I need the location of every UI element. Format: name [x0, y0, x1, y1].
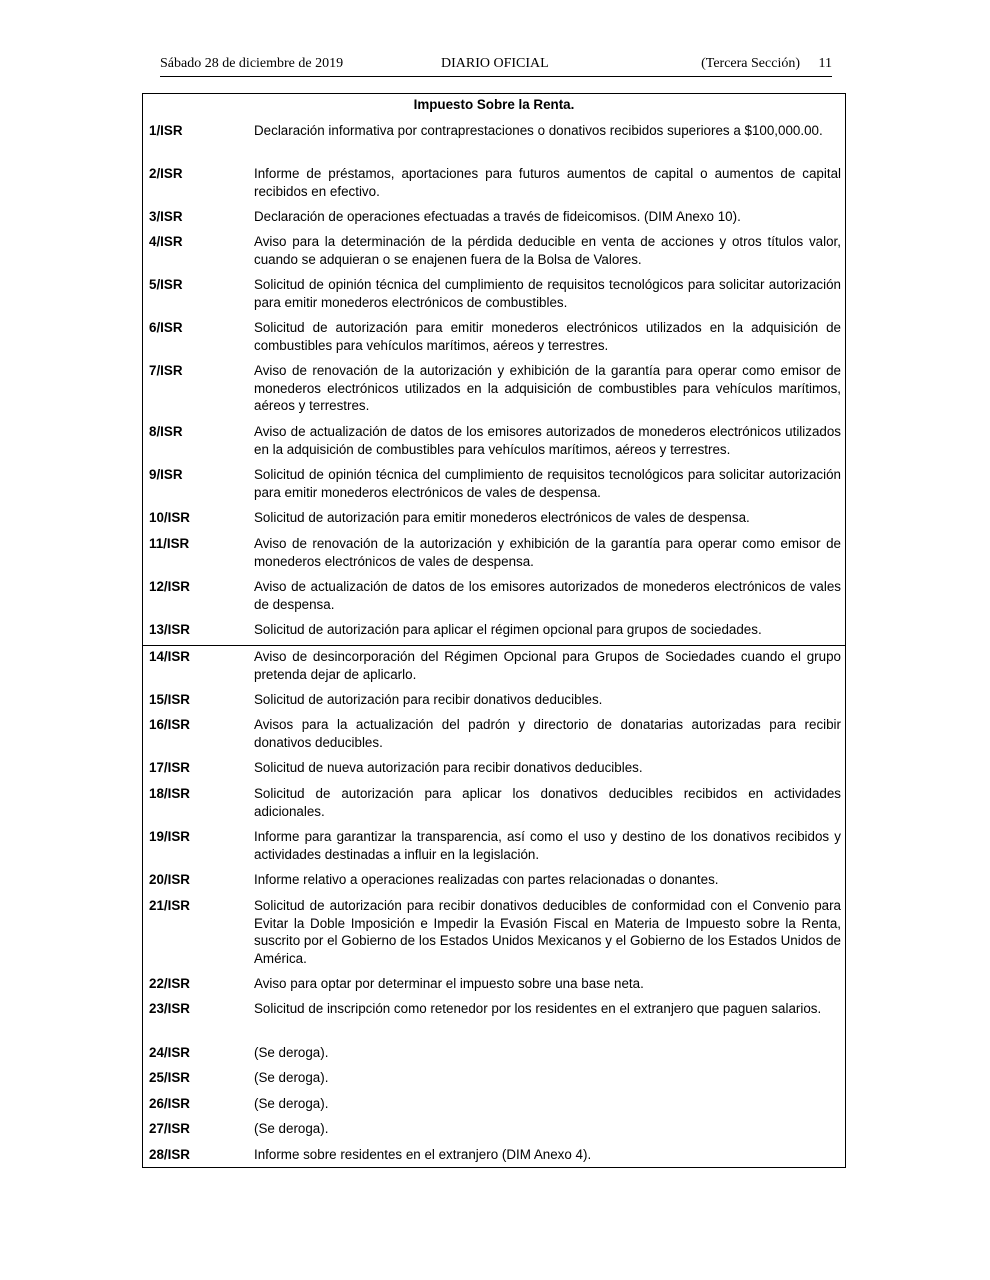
- row-code: 13/ISR: [149, 622, 190, 637]
- row-description: Solicitud de autorización para emitir monederos electrónicos de vales de despensa.: [254, 510, 750, 525]
- row-code: 1/ISR: [149, 123, 183, 138]
- row-description: Solicitud de opinión técnica del cumplimiento de requisitos tecnológicos para solicitar autorización para emitir monederos electrónicos de vales de despensa.: [254, 467, 841, 500]
- row-code: 7/ISR: [149, 363, 183, 378]
- header-rule: [160, 76, 832, 77]
- row-description: (Se deroga).: [254, 1121, 329, 1136]
- row-code: 19/ISR: [149, 829, 190, 844]
- row-code: 3/ISR: [149, 209, 183, 224]
- row-code: 23/ISR: [149, 1001, 190, 1016]
- row-code: 24/ISR: [149, 1045, 190, 1060]
- row-description: Avisos para la actualización del padrón y directorio de donatarias autorizadas para recibir donativos deducibles.: [254, 717, 841, 750]
- row-code: 12/ISR: [149, 579, 190, 594]
- row-description: Informe para garantizar la transparencia, así como el uso y destino de los donativos recibidos y actividades destinadas a influir en la legislación.: [254, 829, 841, 862]
- row-description: Informe de préstamos, aportaciones para futuros aumentos de capital o aumentos de capital recibidos en efectivo.: [254, 166, 841, 199]
- table-divider: [143, 645, 845, 646]
- row-description: Solicitud de autorización para aplicar los donativos deducibles recibidos en actividades adicionales.: [254, 786, 841, 819]
- row-description: Informe relativo a operaciones realizadas con partes relacionadas o donantes.: [254, 872, 719, 887]
- row-description: Aviso de renovación de la autorización y exhibición de la garantía para operar como emisor de monederos electrónicos de vales de despensa.: [254, 536, 841, 569]
- row-description: Informe sobre residentes en el extranjero (DIM Anexo 4).: [254, 1147, 592, 1162]
- row-description: Aviso de desincorporación del Régimen Opcional para Grupos de Sociedades cuando el grupo pretenda dejar de aplicarlo.: [254, 649, 841, 682]
- row-description: Aviso de actualización de datos de los emisores autorizados de monederos electrónicos utilizados en la adquisición de combustibles para vehículos marítimos, aéreos y terrestres.: [254, 424, 841, 457]
- row-code: 25/ISR: [149, 1070, 190, 1085]
- header-publication: DIARIO OFICIAL: [441, 56, 549, 71]
- row-description: (Se deroga).: [254, 1070, 329, 1085]
- row-description: (Se deroga).: [254, 1096, 329, 1111]
- row-description: (Se deroga).: [254, 1045, 329, 1060]
- page-header: [160, 56, 832, 78]
- row-description: Solicitud de autorización para aplicar el régimen opcional para grupos de sociedades.: [254, 622, 762, 637]
- row-description: Aviso para la determinación de la pérdida deducible en venta de acciones y otros títulos valor, cuando se adquieran o se enajenen fuera de la Bolsa de Valores.: [254, 234, 841, 267]
- row-code: 21/ISR: [149, 898, 190, 913]
- row-code: 9/ISR: [149, 467, 183, 482]
- table-title: Impuesto Sobre la Renta.: [413, 97, 575, 112]
- header-page-number: 11: [818, 56, 832, 71]
- isr-table: [142, 93, 846, 1168]
- row-code: 6/ISR: [149, 320, 183, 335]
- row-code: 10/ISR: [149, 510, 190, 525]
- row-description: Declaración de operaciones efectuadas a través de fideicomisos. (DIM Anexo 10).: [254, 209, 741, 224]
- row-code: 14/ISR: [149, 649, 190, 664]
- row-description: Solicitud de inscripción como retenedor por los residentes en el extranjero que paguen salarios.: [254, 1001, 822, 1016]
- header-section: (Tercera Sección): [701, 56, 800, 71]
- row-description: Aviso para optar por determinar el impuesto sobre una base neta.: [254, 976, 644, 991]
- row-code: 5/ISR: [149, 277, 183, 292]
- row-code: 27/ISR: [149, 1121, 190, 1136]
- row-code: 4/ISR: [149, 234, 183, 249]
- row-code: 18/ISR: [149, 786, 190, 801]
- row-code: 17/ISR: [149, 760, 190, 775]
- row-code: 11/ISR: [149, 536, 190, 551]
- row-code: 20/ISR: [149, 872, 190, 887]
- row-code: 16/ISR: [149, 717, 190, 732]
- row-code: 15/ISR: [149, 692, 190, 707]
- row-code: 28/ISR: [149, 1147, 190, 1162]
- row-description: Solicitud de autorización para emitir monederos electrónicos utilizados en la adquisición de combustibles para vehículos marítimos, aéreos y terrestres.: [254, 320, 841, 353]
- row-code: 2/ISR: [149, 166, 183, 181]
- row-code: 8/ISR: [149, 424, 183, 439]
- row-description: Solicitud de nueva autorización para recibir donativos deducibles.: [254, 760, 643, 775]
- row-description: Aviso de actualización de datos de los emisores autorizados de monederos electrónicos de vales de despensa.: [254, 579, 841, 612]
- row-code: 22/ISR: [149, 976, 190, 991]
- row-description: Declaración informativa por contraprestaciones o donativos recibidos superiores a $100,000.00.: [254, 123, 823, 138]
- row-code: 26/ISR: [149, 1096, 190, 1111]
- row-description: Solicitud de autorización para recibir donativos deducibles.: [254, 692, 603, 707]
- row-description: Solicitud de autorización para recibir donativos deducibles de conformidad con el Convenio para Evitar la Doble Imposición e Impedir la Evasión Fiscal en Materia de Impuesto sobre la Renta, suscrito por el Gobierno de los Estados Unidos Mexicanos y el Gobierno de los Estados Unidos de América.: [254, 898, 841, 966]
- row-description: Aviso de renovación de la autorización y exhibición de la garantía para operar como emisor de monederos electrónicos utilizados en la adquisición de combustibles para vehículos marítimos, aéreos y terrestres.: [254, 363, 841, 414]
- row-description: Solicitud de opinión técnica del cumplimiento de requisitos tecnológicos para solicitar autorización para emitir monederos electrónicos de combustibles.: [254, 277, 841, 310]
- header-date: Sábado 28 de diciembre de 2019: [160, 56, 344, 71]
